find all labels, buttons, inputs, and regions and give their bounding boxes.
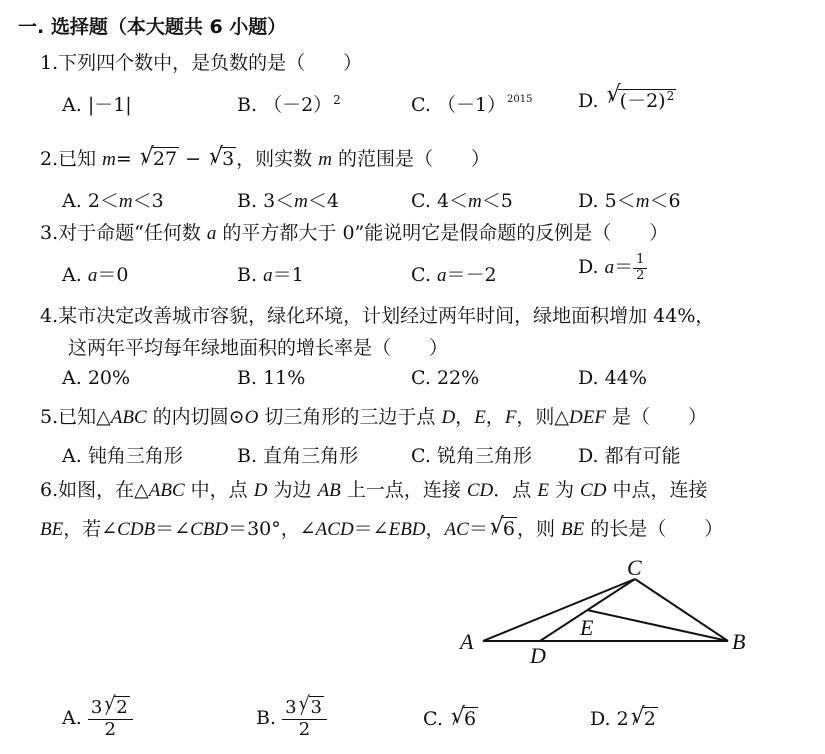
option-text: ＝－2 [446, 264, 497, 286]
sqrt-expression: √ 27 [139, 144, 178, 170]
option-text: 钝角三角形 [87, 445, 183, 467]
stem-text: = [115, 148, 138, 170]
variable: a [436, 265, 447, 286]
stem-text: ， [485, 406, 505, 428]
q1-option-d[interactable] [578, 82, 676, 113]
variable: F [504, 407, 517, 428]
option-label: B. [237, 190, 258, 212]
stem-text: ，则△ [516, 406, 570, 428]
option-text: ＝0 [97, 264, 129, 286]
option-text: 20% [87, 367, 131, 389]
stem-text: ＝ [468, 518, 488, 540]
stem-text: ，则 [516, 518, 561, 540]
exponent: 2015 [507, 94, 533, 105]
option-label: C. [411, 94, 431, 116]
variable: BE [560, 519, 585, 540]
variable: BE [40, 519, 64, 540]
option-label: C. [411, 190, 431, 212]
q1-option-c[interactable] [411, 90, 533, 117]
stem-text: ，则实数 [236, 148, 319, 170]
option-text: ＜5 [481, 190, 513, 212]
stem-text: 6.如图，在△ [40, 479, 149, 501]
q6-option-a[interactable] [62, 693, 133, 740]
variable: CD [580, 480, 607, 501]
variable: a [206, 223, 217, 244]
variable: AB [317, 480, 341, 501]
segment-eb [587, 610, 728, 641]
option-label: B. [237, 94, 258, 116]
point-e-label: E [580, 615, 594, 640]
stem-text: 3.对于命题“任何数 [40, 222, 207, 244]
q2-option-b[interactable] [237, 186, 339, 213]
option-text: 44% [604, 367, 647, 389]
section-title: 一. 选择题（本大题共 6 小题） [18, 16, 287, 38]
variable: DEF [569, 407, 606, 428]
stem-text: ， [425, 518, 445, 540]
fraction: $\frac{1}{2}$ [633, 253, 647, 284]
variable: a [263, 265, 273, 286]
option-label: D. [578, 367, 599, 389]
option-text: ＝ [614, 256, 634, 278]
option-text: |－1| [87, 94, 132, 116]
variable: m [294, 191, 308, 212]
option-text: 都有可能 [604, 445, 681, 467]
q4-stem-line2: 这两年平均每年绿地面积的增长率是（ ） [68, 337, 449, 359]
q6-option-d[interactable] [590, 704, 658, 730]
option-text: （－2） [263, 94, 333, 116]
point-d-label: D [530, 643, 546, 668]
stem-text: 上一点，连接 [340, 479, 467, 501]
fraction: 3 √ 2 2 [88, 698, 133, 740]
stem-text: ， [455, 406, 475, 428]
stem-text: 中点，连接 [606, 479, 708, 501]
q1-option-b[interactable] [237, 90, 341, 117]
sqrt-expression: √ 3 [209, 144, 235, 170]
q4-option-d[interactable] [578, 367, 647, 389]
stem-text: ．点 [493, 479, 538, 501]
option-label: D. [578, 90, 599, 112]
variable: CBD [190, 519, 229, 540]
q5-stem [40, 402, 707, 429]
variable: m [118, 191, 133, 212]
q3-stem [40, 218, 668, 245]
variable: D [441, 407, 456, 428]
q1-option-a[interactable] [62, 90, 132, 117]
option-label: A. [62, 190, 82, 212]
option-text: 3＜ [263, 190, 295, 212]
stem-text: 切三角形的三边于点 [258, 406, 442, 428]
fraction: 3 √ 3 2 [282, 698, 327, 740]
q2-option-d[interactable] [578, 186, 681, 213]
stem-text: ＝30°，∠ [228, 518, 316, 540]
option-label: A. [62, 367, 82, 389]
q2-option-a[interactable] [62, 186, 164, 213]
option-text: 2＜ [87, 190, 119, 212]
variable: ABC [110, 407, 147, 428]
option-label: D. [578, 190, 599, 212]
q3-option-b[interactable] [237, 260, 304, 287]
option-text: 5＜ [604, 190, 636, 212]
variable: CDB [117, 519, 156, 540]
q3-option-a[interactable] [62, 260, 128, 287]
option-text: 22% [436, 367, 480, 389]
option-text: ＜4 [307, 190, 339, 212]
option-label: A. [62, 94, 82, 116]
option-text: 直角三角形 [263, 445, 359, 467]
option-label: D. [590, 708, 611, 730]
variable: D [253, 480, 268, 501]
stem-text: 的内切圆⊙ [146, 406, 245, 428]
option-label: B. [237, 445, 258, 467]
option-text: ＜3 [132, 190, 164, 212]
stem-text: − [179, 148, 208, 170]
variable: E [537, 480, 549, 501]
q4-stem-line1: 4.某市决定改善城市容貌，绿化环境，计划经过两年时间，绿地面积增加 44%， [40, 305, 715, 327]
stem-text: 中，点 [184, 479, 254, 501]
option-label: D. [578, 256, 599, 278]
sqrt-expression: √ 6 [489, 514, 515, 540]
stem-text: ，若∠ [63, 518, 118, 540]
sqrt-expression: √ $(-2)^2$ [606, 82, 675, 112]
q3-option-d[interactable] [578, 252, 647, 283]
stem-text: ＝∠ [155, 518, 191, 540]
variable: EBD [388, 519, 426, 540]
point-c-label: C [627, 555, 642, 580]
q4-option-b[interactable] [237, 367, 305, 389]
coefficient: 2 [616, 708, 629, 730]
stem-text: 的范围是（ ） [331, 148, 490, 170]
option-label: B. [237, 264, 258, 286]
q6-stem-line1 [40, 475, 707, 502]
option-label: A. [62, 707, 82, 730]
variable: m [318, 149, 332, 170]
q5-option-d[interactable] [578, 441, 681, 468]
stem-text: 的平方都大于 0”能说明它是假命题的反例是（ ） [216, 222, 669, 244]
segment-ac [483, 579, 635, 641]
variable: ABC [148, 480, 185, 501]
stem-text: 2.已知 [40, 148, 103, 170]
exponent: 2 [333, 93, 341, 107]
stem-text: ＝∠ [353, 518, 389, 540]
q5-option-c[interactable] [411, 441, 532, 468]
variable: AC [444, 519, 469, 540]
q4-option-c[interactable] [411, 367, 479, 389]
q5-option-a[interactable] [62, 441, 183, 468]
variable: E [474, 407, 486, 428]
variable: m [635, 191, 650, 212]
option-text: 11% [263, 367, 306, 389]
stem-text: 为边 [267, 479, 318, 501]
point-b-label: B [732, 629, 746, 654]
q2-option-c[interactable] [411, 186, 513, 213]
triangle-figure [450, 555, 760, 670]
option-label: C. [411, 445, 431, 467]
sqrt-expression: √ 6 [450, 704, 477, 730]
option-label: A. [62, 264, 82, 286]
q1-stem: 1.下列四个数中，是负数的是（ ） [40, 52, 363, 74]
option-label: D. [578, 445, 599, 467]
option-label: B. [256, 707, 277, 730]
variable: m [468, 191, 482, 212]
option-label: B. [237, 367, 258, 389]
variable: a [604, 257, 615, 278]
option-label: A. [62, 445, 82, 467]
q5-option-b[interactable] [237, 441, 358, 468]
q6-stem-line2 [40, 514, 723, 541]
option-text: ＜6 [649, 190, 681, 212]
q4-option-a[interactable] [62, 367, 130, 389]
exponent: 2 [666, 89, 675, 103]
stem-text: 是（ ） [605, 406, 708, 428]
variable: a [87, 265, 98, 286]
q3-option-c[interactable] [411, 260, 497, 287]
stem-text: 5.已知△ [40, 406, 111, 428]
radicand: (－2) [619, 90, 666, 112]
point-a-label: A [460, 629, 474, 654]
option-label: C. [423, 708, 443, 730]
stem-text: 为 [548, 479, 581, 501]
option-text: 锐角三角形 [436, 445, 532, 467]
variable: ACD [315, 519, 354, 540]
option-label: C. [411, 367, 431, 389]
q2-stem [40, 144, 490, 171]
q6-option-c[interactable] [423, 704, 478, 730]
sqrt-expression: √ 2 [630, 704, 656, 730]
option-text: ＝1 [272, 264, 304, 286]
option-label: C. [411, 264, 431, 286]
variable: m [102, 149, 116, 170]
variable: CD [466, 480, 494, 501]
q6-option-b[interactable] [256, 693, 327, 740]
option-text: 4＜ [436, 190, 469, 212]
option-text: （－1） [436, 94, 507, 116]
stem-text: 的长是（ ） [584, 518, 724, 540]
variable: O [244, 407, 259, 428]
